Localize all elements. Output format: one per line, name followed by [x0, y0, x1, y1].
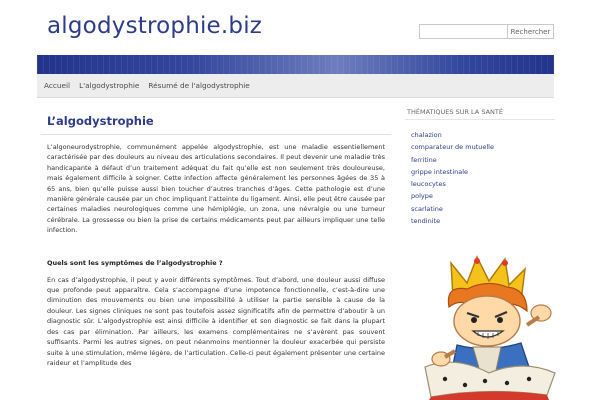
sidebar-links — [405, 129, 555, 227]
cartoon-king-illustration — [415, 255, 565, 400]
site-title[interactable]: algodystrophie.biz — [47, 13, 263, 39]
sidebar-title: THÉMATIQUES SUR LA SANTÉ — [405, 108, 555, 120]
nav-item-algodystrophie[interactable]: L'algodystrophie — [79, 81, 140, 90]
sidebar-link-scarlatine[interactable]: scarlatine — [411, 204, 443, 213]
main-nav — [37, 74, 554, 98]
sidebar-link-leucocytes[interactable]: leucocytes — [411, 180, 446, 189]
search-form — [419, 24, 554, 39]
sidebar-link-chalazion[interactable]: chalazion — [411, 131, 442, 139]
symptoms-paragraph: En cas d’algodystrophie, il peut y avoir différents symptômes. Tout d’abord, une douleur aussi diffuse que profonde peut apparaître. Cela s’accompagne d’une impotence fonctionnelle, c’est-à-dire une diminution des mouvements ou bien une impossibilité à utiliser la partie sensible à cause de la douleur. Les signes cliniques ne sont pas toutefois assez significatifs afin de permettre d’aboutir à un diagnostic sûr. L’algodystrophie est ainsi difficile à identifier et son diagnostic se fait dans la plupart des cas par élimination. Par ailleurs, les examens complémentaires ne s’avèrent pas souvent suffisants. Parmi les autres signes, on peut néanmoins mentionner la douleur exacerbée qui persiste suite à une stimulation, même légère, de l’articulation. Celle-ci peut également présenter une certaine raideur et l’amplitude des — [47, 275, 385, 367]
sidebar — [405, 108, 555, 227]
symptoms-heading: Quels sont les symptômes de l’algodystrophie ? — [47, 258, 223, 267]
header-banner — [37, 55, 554, 74]
sidebar-link-polype[interactable]: polype — [411, 192, 433, 201]
sidebar-link-tendinite[interactable]: tendinite — [411, 217, 441, 226]
page-title: L’algodystrophie — [41, 108, 391, 135]
search-button[interactable]: Rechercher — [507, 24, 554, 39]
search-input[interactable] — [419, 24, 507, 39]
sidebar-link-grippe-intestinale[interactable]: grippe intestinale — [411, 167, 469, 176]
sidebar-link-comparateur-mutuelle[interactable]: comparateur de mutuelle — [411, 143, 494, 152]
nav-item-accueil[interactable]: Accueil — [44, 81, 71, 90]
main-content — [41, 108, 391, 368]
sidebar-link-ferritine[interactable]: ferritine — [411, 155, 437, 164]
nav-item-resume[interactable]: Résumé de l'algodystrophie — [148, 81, 250, 90]
intro-paragraph: L’algoneurodystrophie, communément appelée algodystrophie, est une maladie essentiellement caractérisée par des douleurs au niveau des articulations secondaires. Il peut devenir une maladie très handicapante à défaut d’un traitement adéquat du fait qu’elle est non seulement très douloureuse, mais également difficile à soigner. Cette infection affecte généralement les personnes âgées de 35 à 65 ans, bien qu’elle puisse aussi bien toucher d’autres tranches d’âges. Cette pathologie est d’une manière générale causée par un choc impliquant l’atteinte du ligament. Ainsi, elle peut être causée par certaines maladies neurologiques comme une hémiplégie, un zona, une névralgie ou une tumeur cérébrale. La grossesse ou bien la prise de certains médicaments peut par ailleurs impliquer une telle infection. — [47, 143, 385, 235]
